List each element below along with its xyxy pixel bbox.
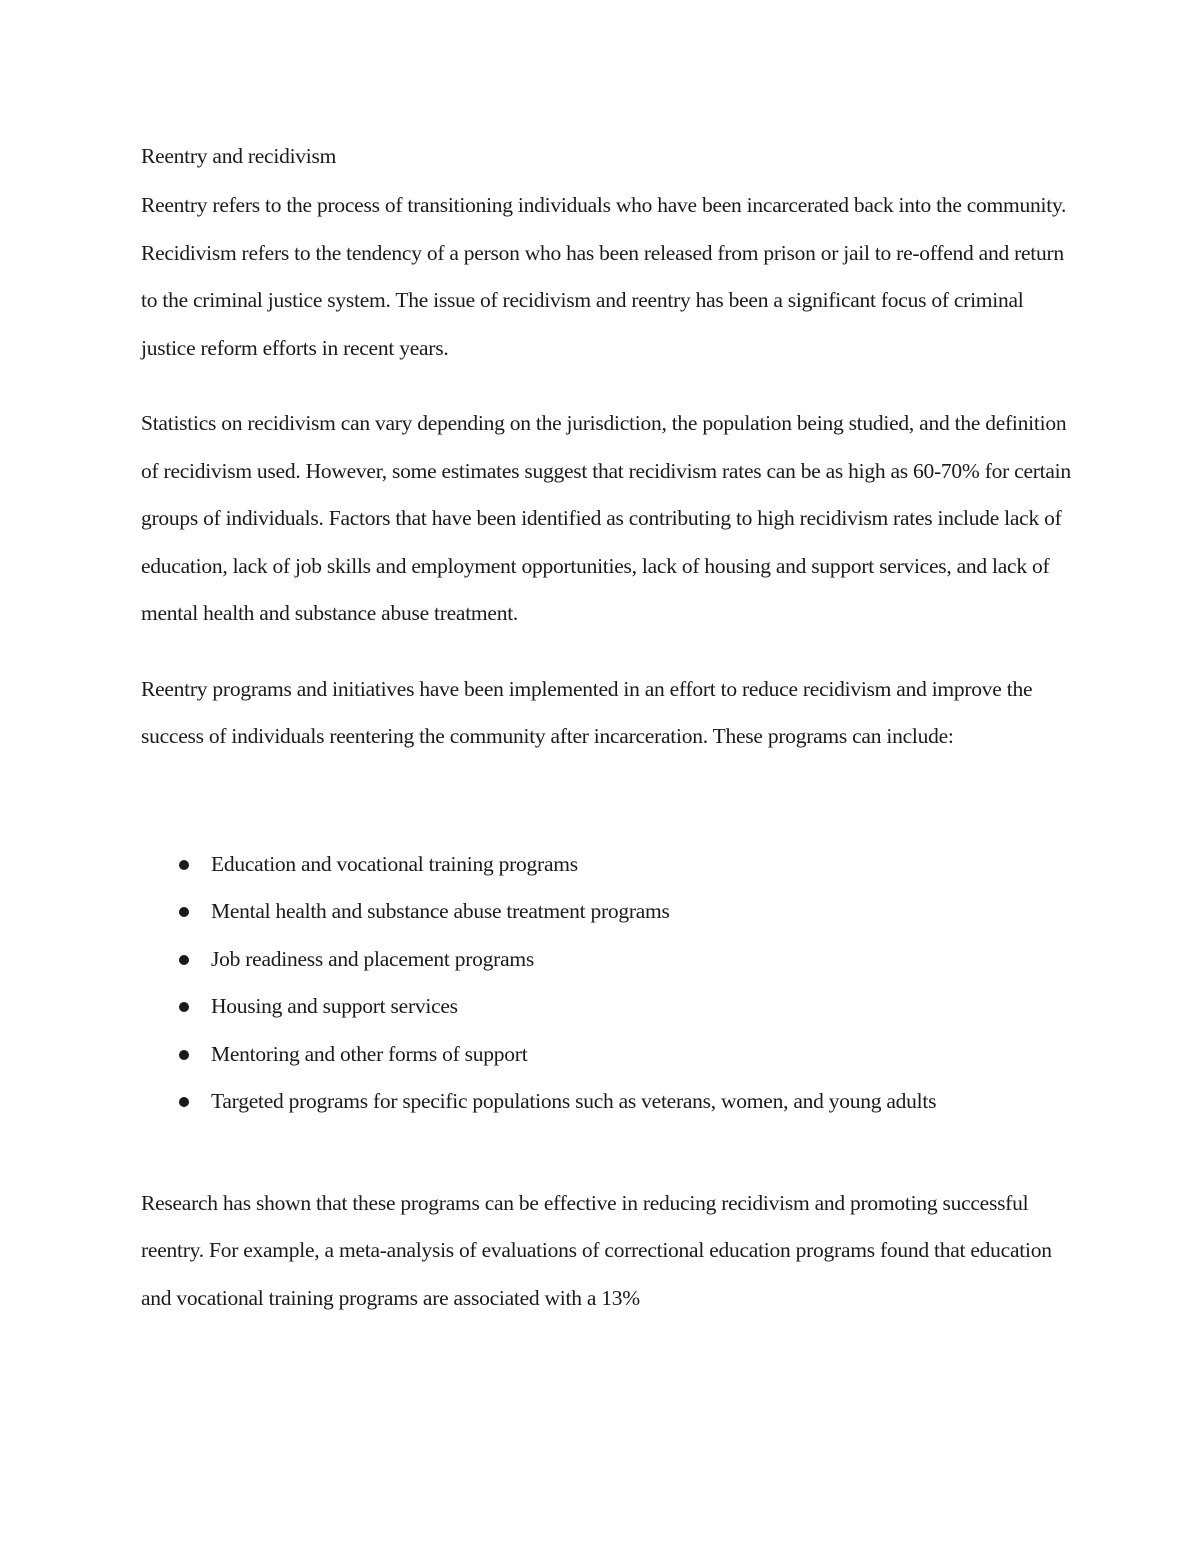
program-list — [141, 841, 1071, 1126]
list-item-text: Education and vocational training programs — [211, 851, 578, 876]
bullet-icon — [179, 955, 189, 965]
list-item-text: Job readiness and placement programs — [211, 946, 534, 971]
bullet-icon — [179, 1002, 189, 1012]
list-item — [141, 888, 1071, 936]
list-item-text: Housing and support services — [211, 994, 458, 1018]
list-item-text: Targeted programs for specific populations such as veterans, women, and young adults — [211, 1089, 937, 1113]
bullet-icon — [179, 860, 189, 870]
paragraph-statistics: Statistics on recidivism can vary depending on the jurisdiction, the population being studied, and the definition of recidivism used. However, some estimates suggest that recidivism rates can be as high as 60-70% for certain groups of individuals. Factors that have been identified as contributing to high recidivism rates include lack of education, lack of job skills and employment opportunities, lack of housing and support services, and lack of mental health and substance abuse treatment. — [141, 411, 1071, 625]
document-title: Reentry and recidivism — [141, 144, 337, 168]
document-body — [141, 136, 1071, 1322]
paragraph-programs: Reentry programs and initiatives have been implemented in an effort to reduce recidivism and improve the success of individuals reentering the community after incarceration. These programs can include: — [141, 676, 1033, 748]
list-item-text: Mentoring and other forms of support — [211, 1041, 528, 1066]
list-item — [141, 841, 1071, 889]
paragraph-research: Research has shown that these programs can be effective in reducing recidivism and promoting successful reentry. For example, a meta-analysis of evaluations of correctional education programs found that education and vocational training programs are associated with a 13% — [141, 1190, 1052, 1310]
list-item — [141, 983, 1071, 1031]
paragraph-intro: Reentry refers to the process of transitioning individuals who have been incarcerated back into the community. Recidivism refers to the tendency of a person who has been released from prison or jail to re-offend and return to the criminal justice system. The issue of recidivism and reentry has been a significant focus of criminal justice reform efforts in recent years. — [141, 193, 1067, 360]
list-item — [141, 1078, 1071, 1126]
bullet-icon — [179, 907, 189, 917]
list-item-text: Mental health and substance abuse treatment programs — [211, 899, 670, 923]
bullet-icon — [179, 1097, 189, 1107]
bullet-icon — [179, 1050, 189, 1060]
list-item — [141, 936, 1071, 984]
list-item — [141, 1031, 1071, 1079]
